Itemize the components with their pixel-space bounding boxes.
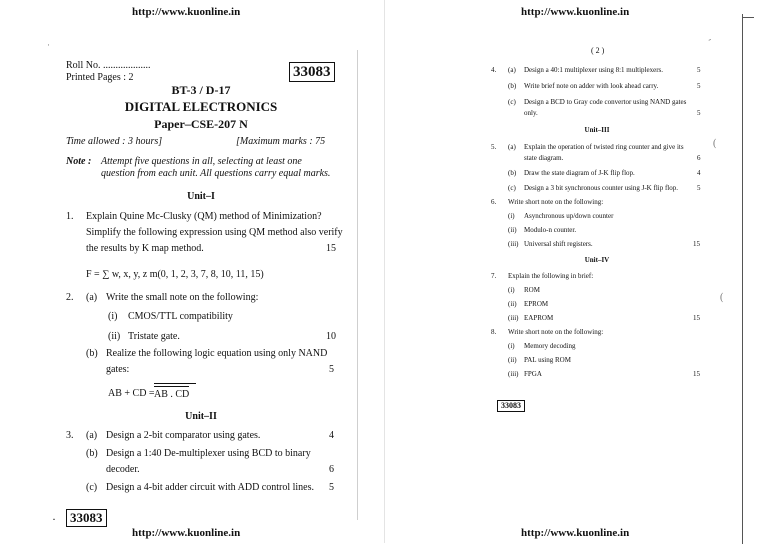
- q4b-text: Write brief note on adder with look ahead carry.: [524, 82, 659, 90]
- q7-iii-text: EAPROM: [524, 314, 554, 322]
- q5c-marks: 5: [697, 184, 701, 192]
- q3c-text: Design a 4-bit adder circuit with ADD control lines.: [106, 482, 315, 493]
- paper-code-box-bottom: 33083: [66, 509, 107, 527]
- paper-title: Paper–CSE-207 N: [154, 117, 248, 131]
- q4c-marks: 5: [697, 109, 701, 117]
- q4a-label: (a): [508, 66, 516, 74]
- q8-number: 8.: [491, 328, 497, 336]
- q2a-marks: 10: [326, 331, 336, 342]
- q3a-label: (a): [86, 430, 98, 441]
- q8-ii-label: (ii): [508, 356, 517, 364]
- q8-i-label: (i): [508, 342, 515, 350]
- q1-line-1: Explain Quine Mc-Clusky (QM) method of Minimization?: [86, 211, 322, 222]
- header-url-left: http://www.kuonline.in: [132, 6, 241, 18]
- q7-iii-label: (iii): [508, 314, 519, 322]
- q2a-label: (a): [86, 292, 98, 303]
- footer-url-right: http://www.kuonline.in: [521, 527, 630, 539]
- q7-number: 7.: [491, 272, 497, 280]
- q3c-label: (c): [86, 482, 98, 493]
- q6-i-label: (i): [508, 212, 515, 220]
- q1-number: 1.: [66, 211, 74, 222]
- q2b-line-2: gates:: [106, 364, 130, 375]
- q1-line-3: the results by K map method.: [86, 243, 204, 254]
- scan-mark: -: [706, 33, 713, 45]
- q8-ii-text: PAL using ROM: [524, 356, 571, 364]
- q1-expression: F = ∑ w, x, y, z m(0, 1, 2, 3, 7, 8, 10, 11, 15): [86, 269, 264, 280]
- q8-iii-label: (iii): [508, 370, 519, 378]
- q5a-line-2: state diagram.: [524, 154, 564, 162]
- unit-3-heading: Unit–III: [584, 126, 610, 134]
- q4-number: 4.: [491, 66, 497, 74]
- roll-number: Roll No. ...................: [66, 60, 151, 71]
- subject-title: DIGITAL ELECTRONICS: [124, 99, 278, 114]
- q4c-line-2: only.: [524, 109, 538, 117]
- footer-url-left: http://www.kuonline.in: [132, 527, 241, 539]
- time-allowed: Time allowed : 3 hours]: [66, 136, 163, 147]
- scan-mark: ·: [52, 512, 56, 526]
- q2a-i-label: (i): [108, 311, 118, 322]
- q3b-label: (b): [86, 448, 98, 459]
- q3-number: 3.: [66, 430, 74, 441]
- q5a-line-1: Explain the operation of twisted ring counter and give its: [524, 143, 684, 151]
- q3b-marks: 6: [329, 464, 334, 475]
- q2a-ii-text: Tristate gate.: [128, 331, 180, 342]
- right-page-edge: [742, 14, 743, 544]
- q6-marks: 15: [693, 240, 700, 248]
- q1-marks: 15: [326, 243, 336, 254]
- q2a-ii-label: (ii): [108, 331, 121, 342]
- left-page-edge: [357, 50, 358, 520]
- q3c-marks: 5: [329, 482, 334, 493]
- q2b-label: (b): [86, 348, 98, 359]
- q7-text: Explain the following in brief:: [508, 272, 594, 280]
- q6-ii-text: Modulo-n counter.: [524, 226, 577, 234]
- overline-outer: [154, 383, 196, 384]
- q4c-label: (c): [508, 98, 516, 106]
- paper-code-box-right: 33083: [497, 400, 525, 412]
- header-url-right: http://www.kuonline.in: [521, 6, 630, 18]
- q1-line-2: Simplify the following expression using QM method also verify: [86, 227, 343, 238]
- q4b-marks: 5: [697, 82, 701, 90]
- maximum-marks: [Maximum marks : 75: [236, 136, 326, 147]
- q5c-label: (c): [508, 184, 516, 192]
- unit-2-heading: Unit–II: [185, 411, 217, 422]
- q4a-text: Design a 40:1 multiplexer using 8:1 multiplexers.: [524, 66, 664, 74]
- q8-marks: 15: [693, 370, 700, 378]
- q7-ii-label: (ii): [508, 300, 517, 308]
- printed-pages: Printed Pages : 2: [66, 72, 134, 83]
- unit-4-heading: Unit–IV: [584, 256, 610, 264]
- q6-iii-text: Universal shift registers.: [524, 240, 593, 248]
- q5b-text: Draw the state diagram of J-K flip flop.: [524, 169, 635, 177]
- q6-i-text: Asynchronous up/down counter: [524, 212, 614, 220]
- q7-ii-text: EPROM: [524, 300, 549, 308]
- q3a-marks: 4: [329, 430, 334, 441]
- q5-number: 5.: [491, 143, 497, 151]
- q4c-line-1: Design a BCD to Gray code convertor using NAND gates: [524, 98, 687, 106]
- q8-i-text: Memory decoding: [524, 342, 576, 350]
- q4a-marks: 5: [697, 66, 701, 74]
- q2b-equation-left: AB + CD =: [108, 388, 155, 399]
- q2a-text: Write the small note on the following:: [106, 292, 259, 303]
- q6-number: 6.: [491, 198, 497, 206]
- q6-iii-label: (iii): [508, 240, 519, 248]
- page-divider: [384, 0, 385, 543]
- scan-mark: ·: [47, 40, 50, 50]
- note-label: Note :: [66, 156, 92, 167]
- q8-iii-text: FPGA: [524, 370, 542, 378]
- scan-mark: (: [713, 138, 717, 149]
- q2-number: 2.: [66, 292, 74, 303]
- q2b-marks: 5: [329, 364, 334, 375]
- q3b-line-1: Design a 1:40 De-multiplexer using BCD to binary: [106, 448, 311, 459]
- q2b-line-1: Realize the following logic equation using only NAND: [106, 348, 328, 359]
- scan-mark: (: [720, 292, 724, 303]
- q8-text: Write short note on the following:: [508, 328, 604, 336]
- q2b-equation-right: AB . CD: [154, 386, 189, 403]
- q7-marks: 15: [693, 314, 700, 322]
- q5b-marks: 4: [697, 169, 701, 177]
- q3b-line-2: decoder.: [106, 464, 140, 475]
- exam-code: BT-3 / D-17: [171, 83, 231, 97]
- q5a-label: (a): [508, 143, 516, 151]
- paper-code-box: 33083: [289, 62, 335, 82]
- note-line-1: Attempt five questions in all, selecting at least one: [101, 156, 302, 167]
- q7-i-label: (i): [508, 286, 515, 294]
- unit-1-heading: Unit–I: [187, 191, 215, 202]
- q6-text: Write short note on the following:: [508, 198, 604, 206]
- q6-ii-label: (ii): [508, 226, 517, 234]
- right-page-corner: [742, 17, 754, 18]
- q2a-i-text: CMOS/TTL compatibility: [128, 311, 233, 322]
- page-number: ( 2 ): [591, 46, 605, 55]
- q7-i-text: ROM: [524, 286, 540, 294]
- note-line-2: question from each unit. All questions carry equal marks.: [101, 168, 331, 179]
- q4b-label: (b): [508, 82, 517, 90]
- q5c-text: Design a 3 bit synchronous counter using J-K flip flop.: [524, 184, 678, 192]
- q5a-marks: 6: [697, 154, 701, 162]
- q5b-label: (b): [508, 169, 517, 177]
- q3a-text: Design a 2-bit comparator using gates.: [106, 430, 261, 441]
